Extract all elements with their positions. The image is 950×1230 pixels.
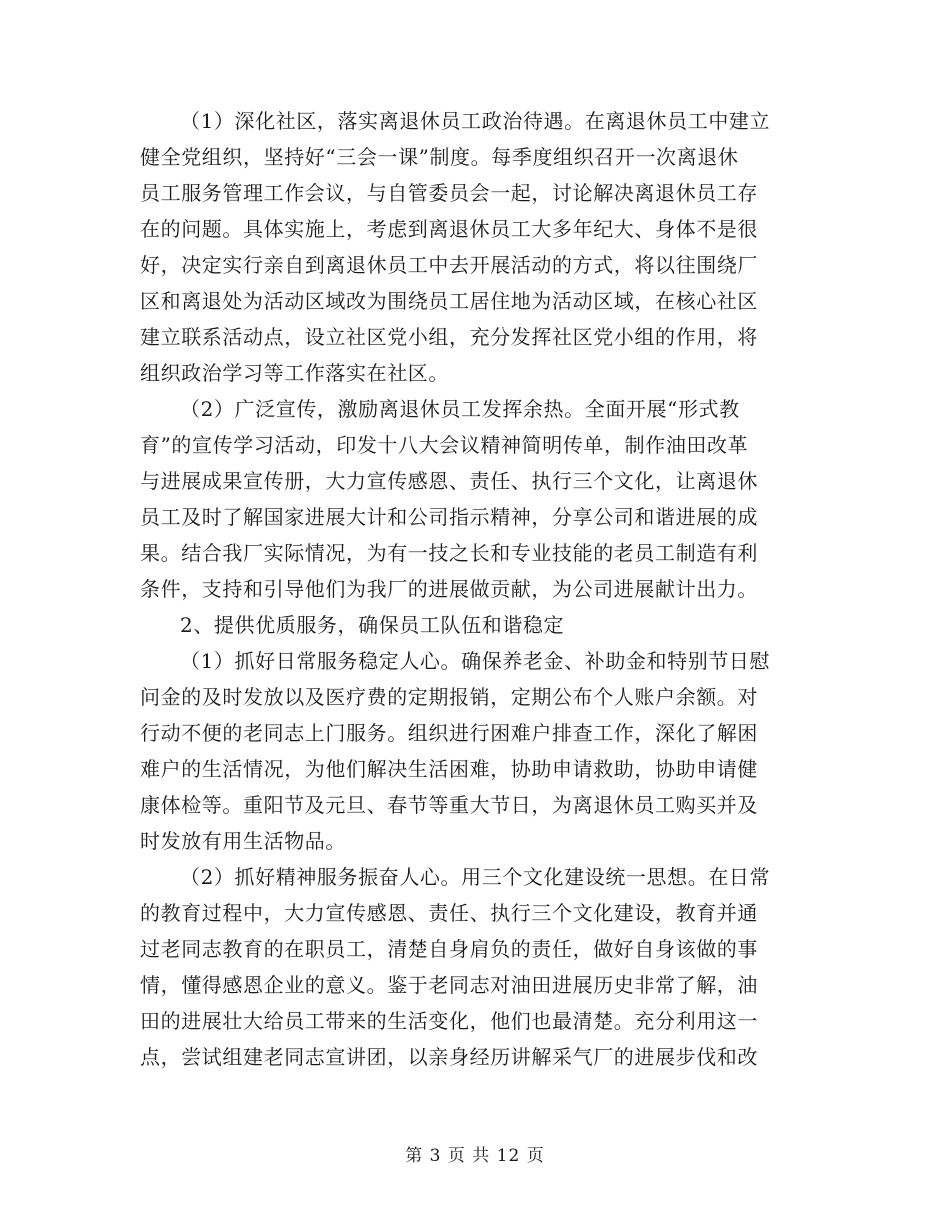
paragraph-line: 员工服务管理工作会议，与自管委员会一起，讨论解决离退休员工存 [140,181,758,205]
paragraph-line: （1）抓好日常服务稳定人心。确保养老金、补助金和特别节日慰 [180,649,771,673]
paragraph-line: 果。结合我厂实际情况，为有一技之长和专业技能的老员工制造有利 [140,541,758,565]
paragraph-line: 点，尝试组建老同志宣讲团，以亲身经历讲解采气厂的进展步伐和改 [140,1045,758,1069]
paragraph-line: 组织政治学习等工作落实在社区。 [140,361,449,385]
paragraph-line: 田的进展壮大给员工带来的生活变化，他们也最清楚。充分利用这一 [140,1009,758,1033]
section-heading: 2、提供优质服务，确保员工队伍和谐稳定 [180,613,565,637]
paragraph-line: 康体检等。重阳节及元旦、春节等重大节日，为离退休员工购买并及 [140,793,758,817]
paragraph-line: 情，懂得感恩企业的意义。鉴于老同志对油田进展历史非常了解，油 [140,973,758,997]
paragraph-line: （1）深化社区，落实离退休员工政治待遇。在离退休员工中建立 [180,109,771,133]
paragraph-line: 条件，支持和引导他们为我厂的进展做贡献，为公司进展献计出力。 [140,577,758,601]
paragraph-line: （2）抓好精神服务振奋人心。用三个文化建设统一思想。在日常 [180,865,771,889]
document-body [140,103,798,1075]
paragraph-line: 在的问题。具体实施上，考虑到离退休员工大多年纪大、身体不是很 [140,217,758,241]
paragraph-line: 难户的生活情况，为他们解决生活困难，协助申请救助，协助申请健 [140,757,758,781]
paragraph-line: 行动不便的老同志上门服务。组织进行困难户排查工作，深化了解困 [140,721,758,745]
paragraph-line: 问金的及时发放以及医疗费的定期报销，定期公布个人账户余额。对 [140,685,758,709]
paragraph-line: 过老同志教育的在职员工，清楚自身肩负的责任，做好自身该做的事 [140,937,758,961]
paragraph-line: 员工及时了解国家进展大计和公司指示精神，分享公司和谐进展的成 [140,505,758,529]
paragraph-line: 健全党组织，坚持好“三会一课”制度。每季度组织召开一次离退休 [140,145,739,169]
paragraph-line: 时发放有用生活物品。 [140,829,346,853]
paragraph-line: （2）广泛宣传，激励离退休员工发挥余热。全面开展“形式教 [180,397,740,421]
paragraph-line: 育”的宣传学习活动，印发十八大会议精神简明传单，制作油田改革 [140,433,749,457]
paragraph-line: 的教育过程中，大力宣传感恩、责任、执行三个文化建设，教育并通 [140,901,758,925]
paragraph-line: 好，决定实行亲自到离退休员工中去开展活动的方式，将以往围绕厂 [140,253,758,277]
paragraph-line: 区和离退处为活动区域改为围绕员工居住地为活动区域，在核心社区 [140,289,758,313]
paragraph-line: 与进展成果宣传册，大力宣传感恩、责任、执行三个文化，让离退休 [140,469,758,493]
page-number: 第 3 页 共 12 页 [405,1146,545,1166]
paragraph-line: 建立联系活动点，设立社区党小组，充分发挥社区党小组的作用，将 [140,325,758,349]
